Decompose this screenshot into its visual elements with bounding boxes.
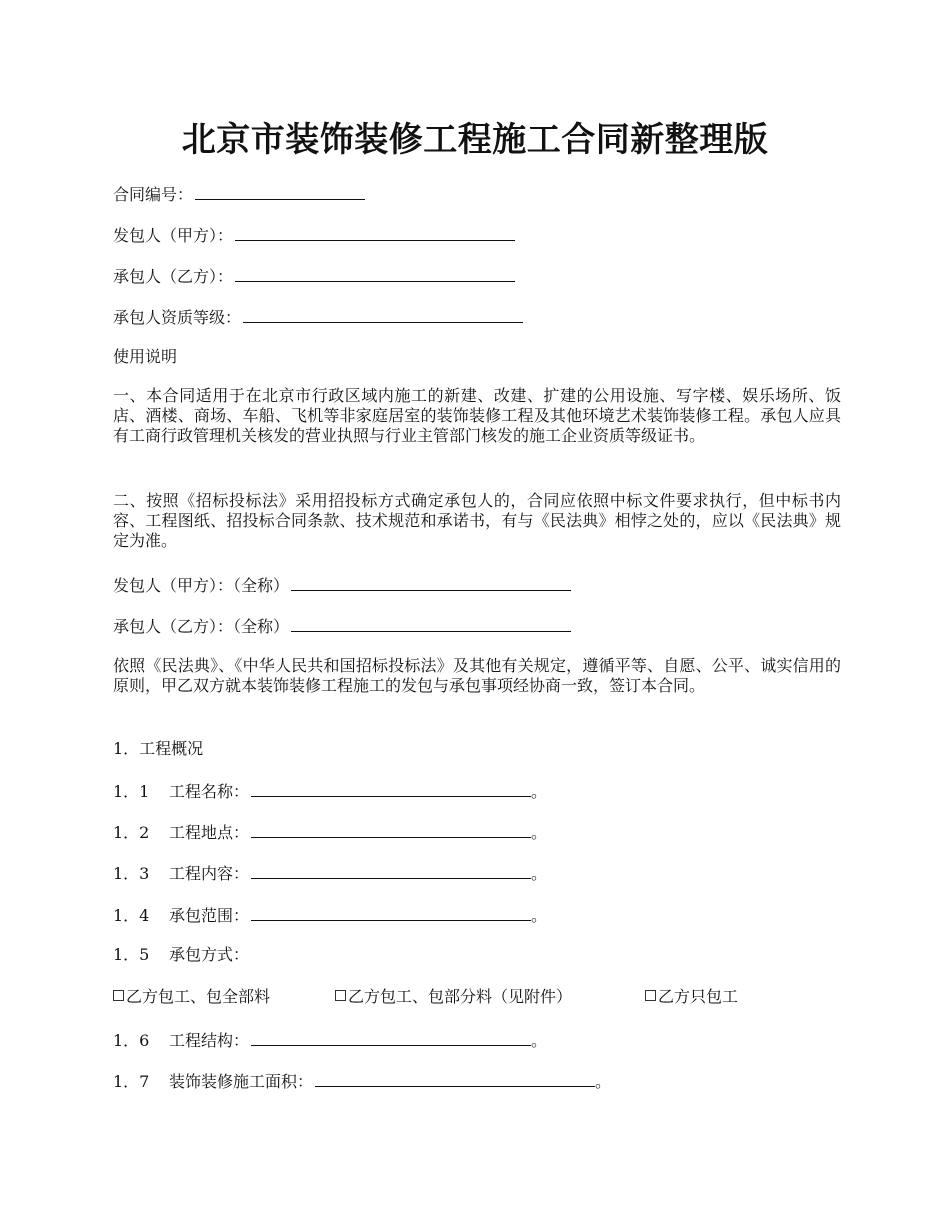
contract-number-field[interactable]	[195, 183, 365, 200]
party-a-fullname-line	[113, 574, 841, 596]
construction-area-field[interactable]	[315, 1070, 595, 1087]
end-mark: 。	[531, 782, 548, 801]
end-mark: 。	[531, 1031, 548, 1050]
item-label: 装饰装修施工面积：	[169, 1072, 314, 1091]
end-mark: 。	[531, 864, 548, 883]
item-number: 1．2	[113, 823, 150, 842]
party-a-field[interactable]	[235, 224, 515, 241]
item-number: 1．7	[113, 1072, 150, 1091]
item-number: 1．3	[113, 864, 150, 883]
option-labor-only[interactable]: 乙方只包工	[645, 987, 738, 1007]
project-location-field[interactable]	[251, 821, 531, 838]
item-number: 1．4	[113, 906, 150, 925]
item-1-2	[113, 821, 841, 843]
item-label: 工程地点：	[169, 823, 250, 842]
item-number: 1．6	[113, 1031, 150, 1050]
party-b-line	[113, 265, 841, 287]
qualification-line	[113, 306, 841, 328]
project-content-field[interactable]	[251, 862, 531, 879]
checkbox-icon[interactable]	[335, 990, 346, 1001]
option-partial-materials[interactable]: 乙方包工、包部分料（见附件）	[335, 987, 572, 1007]
preamble-paragraph: 依照《民法典》、《中华人民共和国招标投标法》及其他有关规定，遵循平等、自愿、公平、诚实信用的原则，甲乙双方就本装饰装修工程施工的发包与承包事项经协商一致，签订本合同。	[113, 656, 841, 695]
party-b-field[interactable]	[235, 265, 515, 282]
usage-paragraph-1: 一、本合同适用于在北京市行政区域内施工的新建、改建、扩建的公用设施、写字楼、娱乐场所、饭店、酒楼、商场、车船、飞机等非家庭居室的装饰装修工程及其他环境艺术装饰装修工程。承包人应具有工商行政管理机关核发的营业执照与行业主管部门核发的施工企业资质等级证书。	[113, 386, 841, 445]
party-b-fullname-line	[113, 615, 841, 637]
item-number: 1．1	[113, 782, 150, 801]
item-number: 1．5	[113, 945, 150, 964]
item-label: 承包范围：	[169, 906, 250, 925]
qualification-field[interactable]	[243, 306, 523, 323]
item-label: 承包方式：	[169, 945, 250, 964]
contract-scope-field[interactable]	[251, 904, 531, 921]
party-a-label: 发包人（甲方）：	[113, 226, 234, 245]
end-mark: 。	[595, 1072, 612, 1091]
item-label: 工程内容：	[169, 864, 250, 883]
party-b-fullname-label: 承包人（乙方）：（全称）	[113, 617, 290, 636]
party-a-line	[113, 224, 841, 246]
party-a-fullname-field[interactable]	[291, 574, 571, 591]
item-1-1	[113, 780, 841, 802]
item-1-5	[113, 945, 841, 965]
item-label: 工程名称：	[169, 782, 250, 801]
item-1-7	[113, 1070, 841, 1092]
usage-paragraph-2: 二、按照《招标投标法》采用招投标方式确定承包人的，合同应依照中标文件要求执行，但中标书内容、工程图纸、招投标合同条款、技术规范和承诺书，有与《民法典》相悖之处的，应以《民法典》规定为准。	[113, 491, 841, 550]
party-b-fullname-field[interactable]	[291, 615, 571, 632]
item-1-3	[113, 862, 841, 884]
usage-heading: 使用说明	[113, 347, 178, 366]
section-1-heading: 1．工程概况	[113, 739, 204, 758]
structure-field[interactable]	[251, 1029, 531, 1046]
item-1-4	[113, 904, 841, 926]
end-mark: 。	[531, 823, 548, 842]
checkbox-icon[interactable]	[113, 990, 124, 1001]
option-full-materials[interactable]: 乙方包工、包全部料	[113, 987, 270, 1007]
contract-number-label: 合同编号：	[113, 185, 194, 204]
item-1-6	[113, 1029, 841, 1051]
document-title: 北京市装饰装修工程施工合同新整理版	[181, 120, 769, 160]
contract-number-line	[113, 183, 841, 205]
qualification-label: 承包人资质等级：	[113, 308, 242, 327]
end-mark: 。	[531, 906, 548, 925]
item-label: 工程结构：	[169, 1031, 250, 1050]
party-b-label: 承包人（乙方）：	[113, 267, 234, 286]
party-a-fullname-label: 发包人（甲方）：（全称）	[113, 576, 290, 595]
checkbox-icon[interactable]	[645, 990, 656, 1001]
project-name-field[interactable]	[251, 780, 531, 797]
